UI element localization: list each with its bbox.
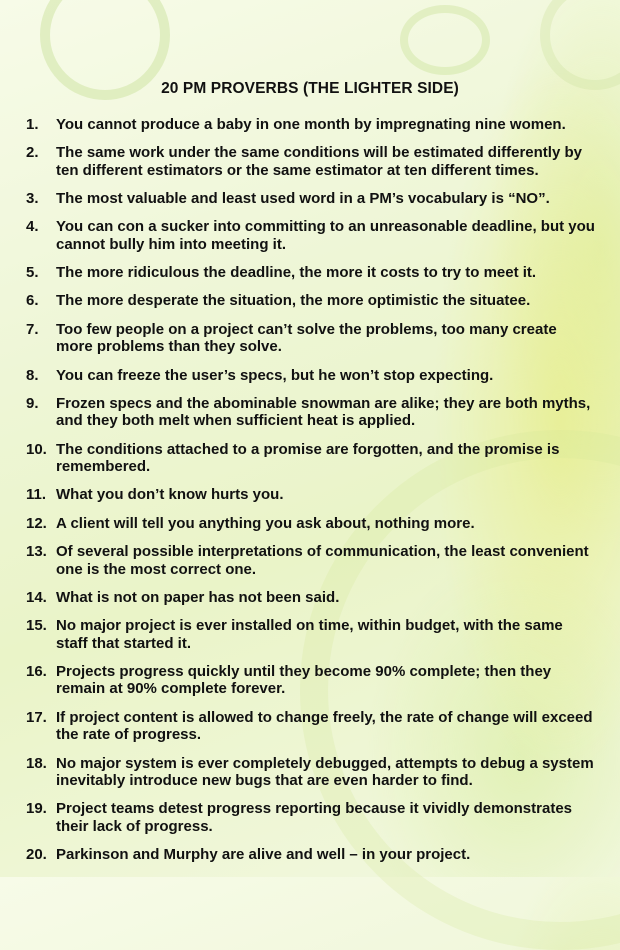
list-item — [26, 116, 596, 134]
item-text: Projects progress quickly until they become 90% complete; then they remain at 90% complete forever. — [56, 662, 552, 698]
item-text: No major system is ever completely debugged, attempts to debug a system inevitably introduce new bugs that are even harder to find. — [56, 754, 594, 790]
list-item — [26, 589, 596, 607]
item-number: 10. — [26, 440, 47, 458]
proverb-list — [26, 116, 596, 874]
item-text: You can freeze the user’s specs, but he won’t stop expecting. — [56, 366, 494, 384]
list-item — [26, 663, 596, 698]
item-number: 15. — [26, 617, 47, 635]
list-item — [26, 144, 596, 179]
item-number: 4. — [26, 218, 39, 236]
item-text: The same work under the same conditions will be estimated differently by ten different estimators or the same estimator at ten different times. — [56, 144, 582, 179]
item-number: 7. — [26, 320, 39, 338]
item-text: Frozen specs and the abominable snowman are alike; they are both myths, and they both melt when sufficient heat is applied. — [56, 394, 591, 430]
page-title: 20 PM PROVERBS (THE LIGHTER SIDE) — [161, 80, 459, 97]
item-number: 16. — [26, 662, 47, 680]
item-text: The conditions attached to a promise are forgotten, and the promise is remembered. — [56, 440, 560, 476]
list-item — [26, 321, 596, 356]
list-item — [26, 367, 596, 385]
item-text: Parkinson and Murphy are alive and well – in your project. — [56, 846, 471, 864]
item-text: You can con a sucker into committing to an unreasonable deadline, but you cannot bully him into meeting it. — [56, 218, 595, 253]
list-item — [26, 617, 596, 652]
list-item — [26, 395, 596, 430]
item-text: The more desperate the situation, the more optimistic the situatee. — [56, 292, 531, 310]
list-item — [26, 292, 596, 310]
item-number: 13. — [26, 543, 47, 561]
item-text: A client will tell you anything you ask about, nothing more. — [56, 514, 475, 532]
item-number: 17. — [26, 708, 47, 726]
item-number: 1. — [26, 116, 39, 133]
item-number: 2. — [26, 144, 39, 162]
item-number: 9. — [26, 394, 39, 412]
item-number: 6. — [26, 292, 39, 310]
list-item — [26, 543, 596, 578]
item-number: 18. — [26, 754, 47, 772]
item-text: What is not on paper has not been said. — [56, 588, 340, 606]
item-text: If project content is allowed to change freely, the rate of change will exceed the rate of progress. — [56, 708, 593, 744]
list-item — [26, 755, 596, 790]
item-text: Project teams detest progress reporting because it vividly demonstrates their lack of progress. — [56, 800, 573, 835]
item-number: 8. — [26, 366, 39, 384]
list-item — [26, 264, 596, 282]
list-item — [26, 800, 596, 835]
item-text: What you don’t know hurts you. — [56, 486, 284, 504]
item-text: No major project is ever installed on time, within budget, with the same staff that started it. — [56, 617, 563, 652]
item-text: The most valuable and least used word in a PM’s vocabulary is “NO”. — [56, 190, 550, 208]
list-item — [26, 218, 596, 253]
item-number: 5. — [26, 264, 39, 282]
item-number: 20. — [26, 846, 47, 864]
list-item — [26, 709, 596, 744]
item-number: 14. — [26, 588, 47, 606]
item-text: Of several possible interpretations of communication, the least convenient one is the most correct one. — [56, 543, 589, 578]
item-number: 19. — [26, 800, 47, 818]
item-text: You cannot produce a baby in one month by impregnating nine women. — [56, 116, 566, 133]
item-text: The more ridiculous the deadline, the more it costs to try to meet it. — [56, 264, 537, 282]
item-number: 12. — [26, 514, 47, 532]
list-item — [26, 515, 596, 533]
list-item — [26, 846, 596, 864]
list-item — [26, 486, 596, 504]
list-item — [26, 441, 596, 476]
list-item — [26, 190, 596, 208]
item-text: Too few people on a project can’t solve the problems, too many create more problems than they solve. — [56, 320, 557, 356]
item-number: 11. — [26, 486, 47, 504]
item-number: 3. — [26, 190, 39, 208]
